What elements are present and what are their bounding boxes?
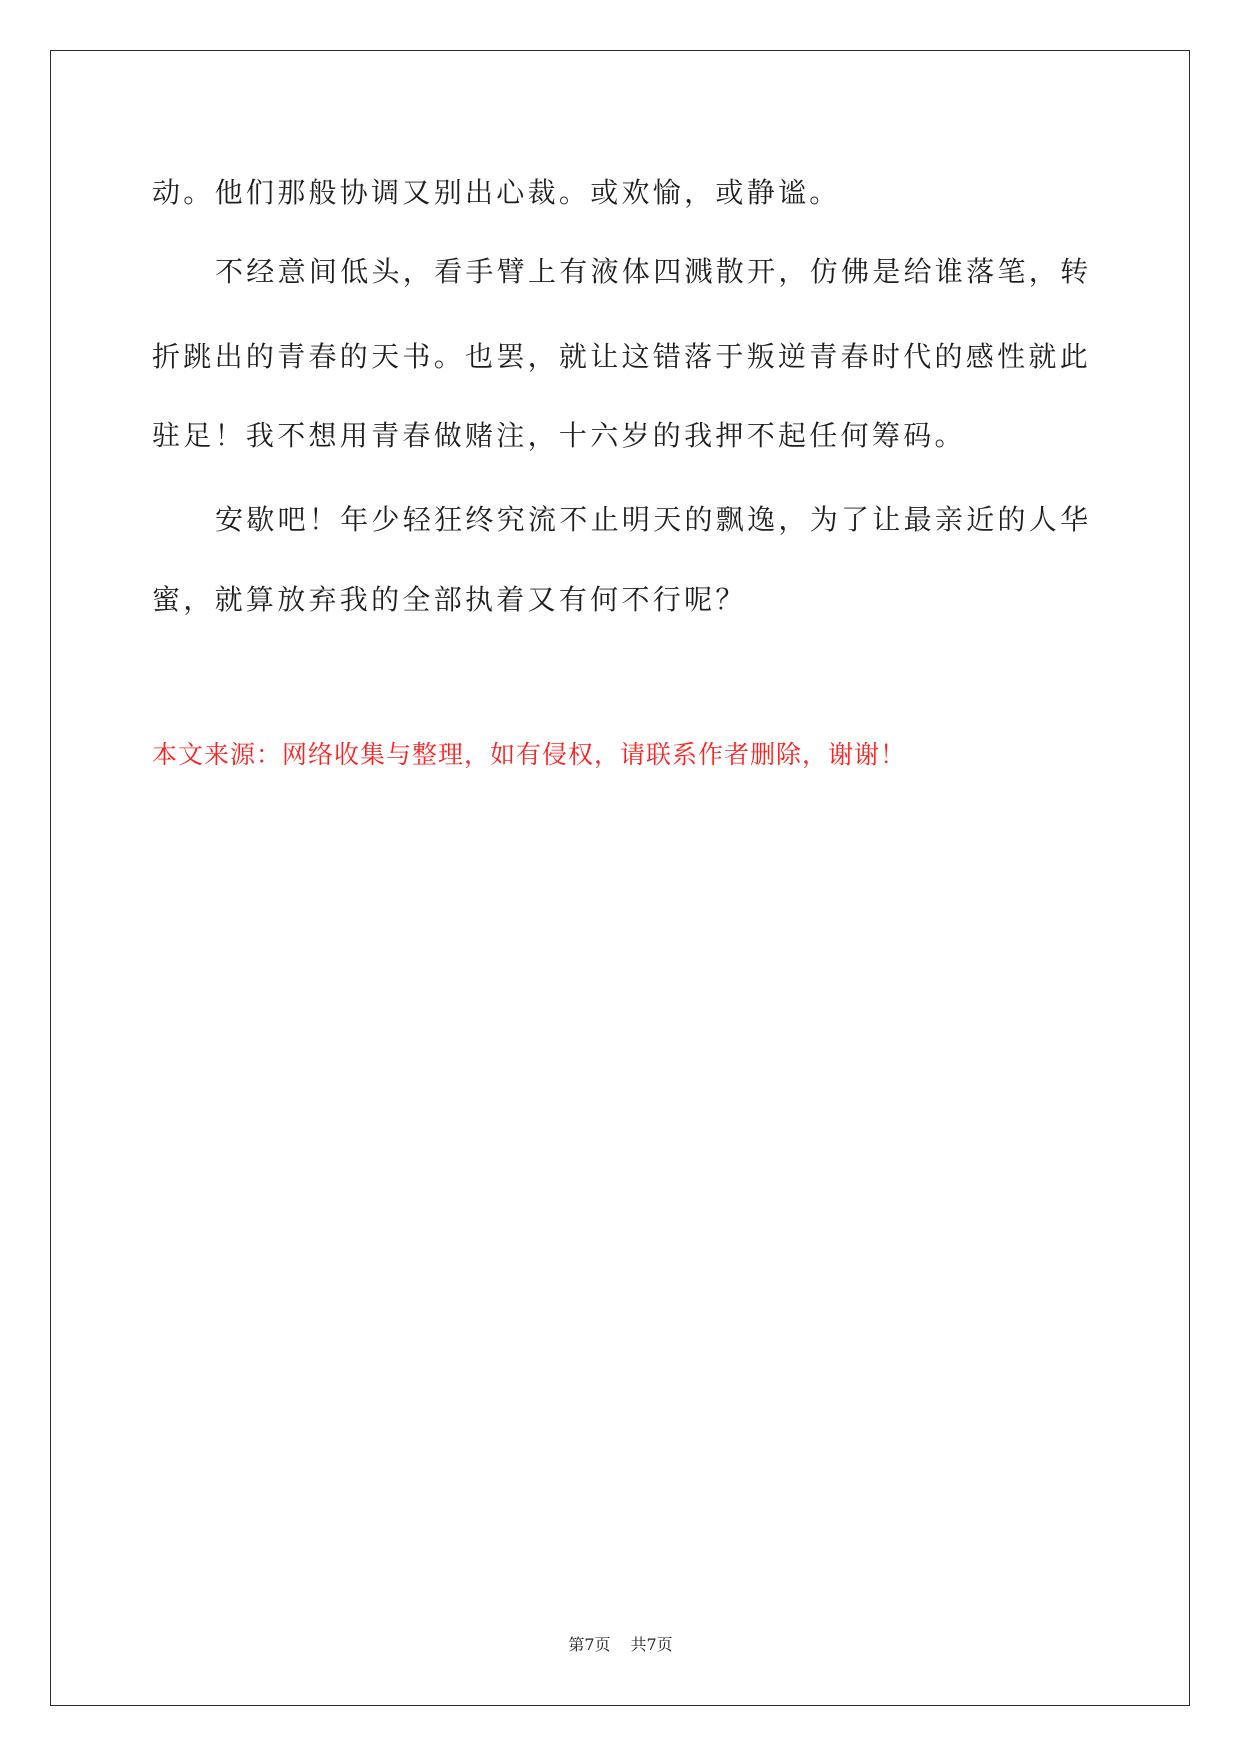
source-note: 本文来源：网络收集与整理，如有侵权，请联系作者删除，谢谢！ [152,740,907,769]
body-text-line: 动。他们那般协调又别出心裁。或欢愉，或静谧。 [152,176,841,209]
body-text-line: 折跳出的青春的天书。也罢，就让这错落于叛逆青春时代的感性就此 [152,340,1092,373]
body-text-line: 驻足！我不想用青春做赌注，十六岁的我押不起任何筹码。 [152,419,966,452]
page-border [50,50,1190,1706]
total-pages-label: 共7页 [630,1635,673,1654]
body-text-line: 安歇吧！年少轻狂终究流不止明天的飘逸，为了让最亲近的人华 [215,503,1092,536]
body-text-line: 蜜，就算放弃我的全部执着又有何不行呢？ [152,583,747,616]
page-footer [0,1633,1241,1657]
body-text-line: 不经意间低头，看手臂上有液体四溅散开，仿佛是给谁落笔，转 [215,255,1092,288]
current-page-label: 第7页 [568,1635,611,1654]
